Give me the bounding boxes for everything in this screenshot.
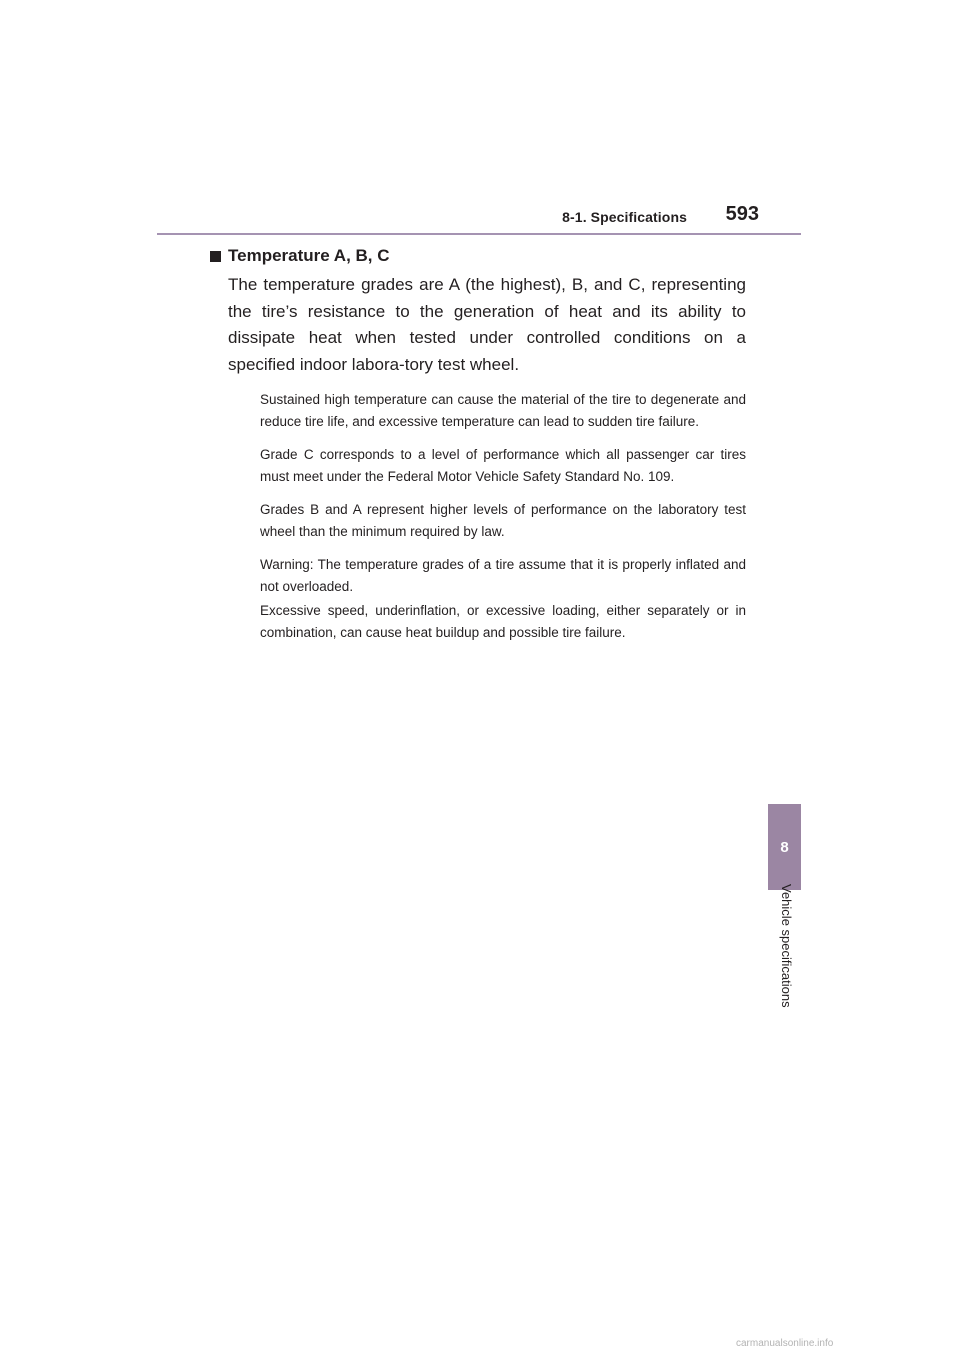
watermark: carmanualsonline.info <box>736 1338 834 1349</box>
subheading <box>210 244 746 268</box>
header-rule <box>157 233 801 235</box>
note-paragraph: Excessive speed, underinflation, or excessive loading, either separately or in combination, can cause heat buildup and possible tire failure. <box>260 603 746 640</box>
chapter-number: 8 <box>780 838 789 856</box>
chapter-label: Vehicle specifications <box>779 884 794 1008</box>
chapter-label-wrap <box>774 872 798 1008</box>
content-body <box>213 244 746 644</box>
black-square-icon <box>210 251 221 262</box>
note-paragraph: Warning: The temperature grades of a tire assume that it is properly inflated and not overloaded. <box>260 557 746 594</box>
note-paragraph: Sustained high temperature can cause the material of the tire to degenerate and reduce tire life, and excessive temperature can lead to sudden tire failure. <box>260 392 746 429</box>
page-header <box>157 200 801 236</box>
main-paragraph: The temperature grades are A (the highest), B, and C, representing the tire’s resistance to the generation of heat and its ability to dissipate heat when tested under controlled conditions on a specified indoor labora-tory test wheel. <box>228 275 746 374</box>
note-paragraph: Grade C corresponds to a level of performance which all passenger car tires must meet under the Federal Motor Vehicle Safety Standard No. 109. <box>260 447 746 484</box>
section-title: 8-1. Specifications <box>562 209 687 225</box>
note-paragraph: Grades B and A represent higher levels of performance on the laboratory test wheel than the minimum required by law. <box>260 502 746 539</box>
subheading-text: Temperature A, B, C <box>228 246 390 265</box>
page-number: 593 <box>725 203 759 225</box>
